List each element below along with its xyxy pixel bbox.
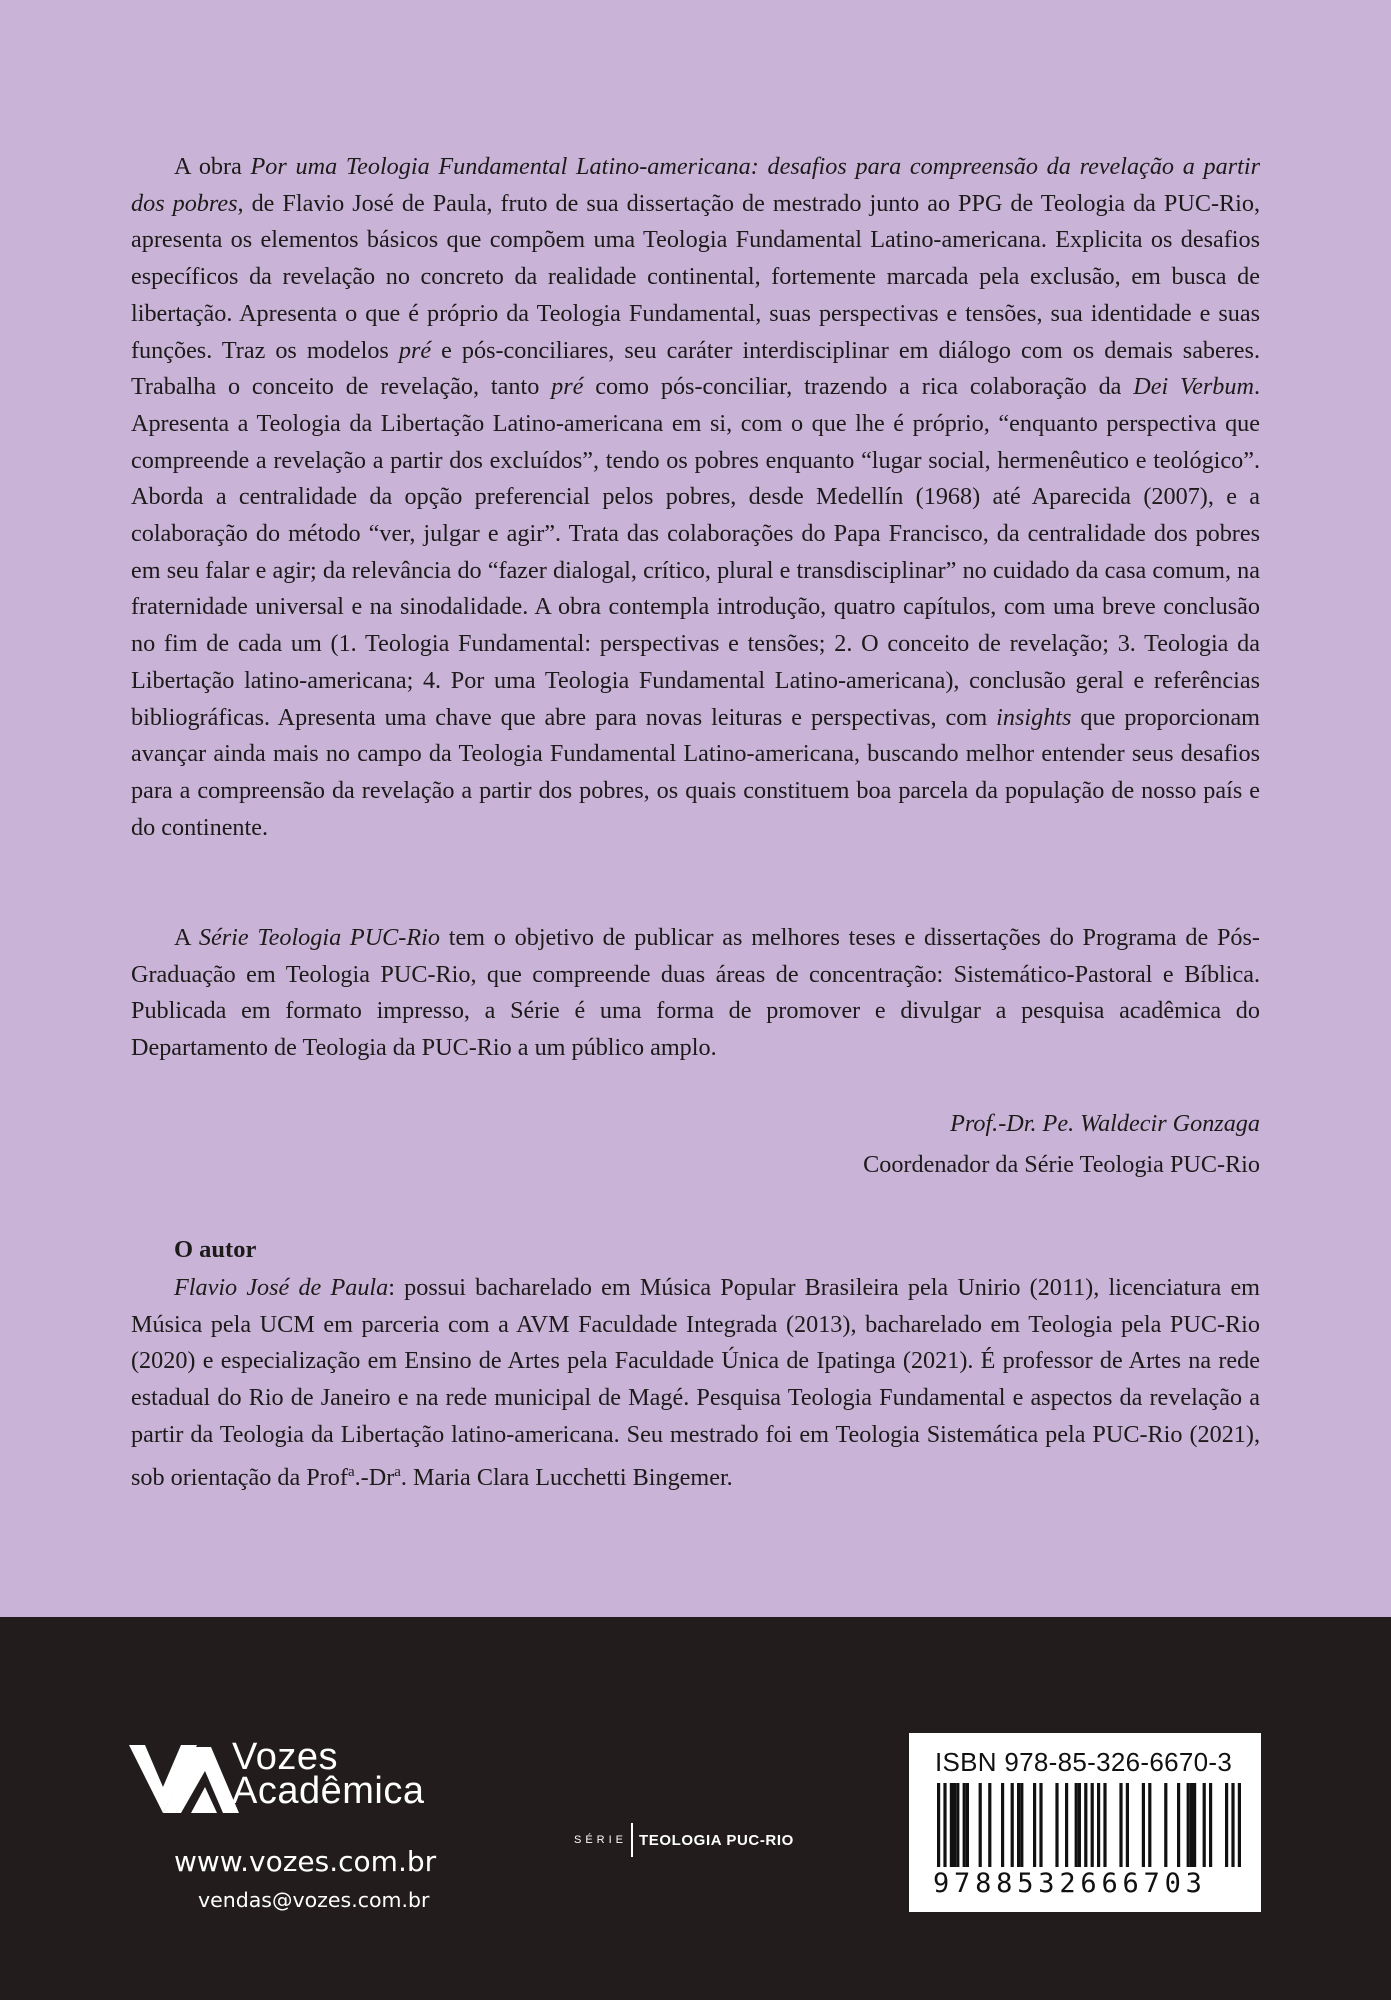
series-label: SÉRIE <box>574 1834 628 1846</box>
barcode-bar <box>1164 1783 1167 1869</box>
barcode-bar <box>1190 1783 1193 1869</box>
isbn-barcode <box>909 1733 1261 1912</box>
barcode-bar <box>953 1783 956 1869</box>
barcode-bar <box>1033 1783 1036 1869</box>
barcode-bar <box>988 1783 991 1869</box>
barcode-bar <box>1177 1783 1180 1869</box>
barcode-bar <box>1103 1783 1106 1869</box>
vozes-logo-icon <box>129 1745 239 1813</box>
barcode-bar <box>1065 1783 1068 1869</box>
website-link[interactable]: www.vozes.com.br <box>174 1845 437 1878</box>
superscript: a <box>347 1463 355 1480</box>
barcode-bar <box>1225 1783 1228 1869</box>
barcode-bar <box>1126 1783 1129 1869</box>
barcode-bar <box>1119 1783 1122 1869</box>
pre-word: pré <box>551 373 584 401</box>
publisher-name-line1: Vozes <box>232 1736 339 1778</box>
book-title: Por uma Teologia Fundamental Latino-americana: desafios para compreensão da revelação a partir dos pobres <box>131 153 1260 217</box>
series-logo <box>574 1823 794 1857</box>
barcode-bar <box>1011 1783 1014 1869</box>
synopsis-text-5: que proporcionam avançar ainda mais no campo da Teologia Fundamental Latino-americana, buscando melhor entender seus desafios para a compreensão da revelação a partir dos pobres, os quais constituem boa parcela da população de nosso país e do continente. <box>131 703 1260 841</box>
barcode-bar <box>1017 1783 1020 1869</box>
series-text: tem o objetivo de publicar as melhores teses e dissertações do Programa de Pós-Graduação em Teologia PUC-Rio, que compreende duas áreas de concentração: Sistemático-Pastoral e Bíblica. Publicada em formato impresso, a Série é uma forma de promover e divulgar a pesquisa acadêmica do Departamento de Teologia da PUC-Rio a um público amplo. <box>131 924 1260 1062</box>
barcode-bar <box>1020 1783 1023 1869</box>
author-bio-text-3: . Maria Clara Lucchetti Bingemer. <box>400 1463 733 1491</box>
barcode-bar <box>1148 1783 1151 1869</box>
insights-word: insights <box>996 703 1072 731</box>
synopsis-text-4: . Apresenta a Teologia da Libertação Latino-americana em si, com o que lhe é próprio, “enquanto perspectiva que compreende a revelação a partir dos excluídos”, tendo os pobres enquanto “lugar social, hermenêutico e teológico”. Aborda a centralidade da opção preferencial pelos pobres, desde Medellín (1968) até Aparecida (2007), e a colaboração do método “ver, julgar e agir”. Trata das colaborações do Papa Francisco, da centralidade dos pobres em seu falar e agir; da relevância do “fazer dialogal, crítico, plural e transdisciplinar” no cuidado da casa comum, na fraternidade universal e na sinodalidade. A obra contempla introdução, quatro capítulos, com uma breve conclusão no fim de cada um (1. Teologia Fundamental: perspectivas e tensões; 2. O conceito de revelação; 3. Teologia da Libertação latino-americana; 4. Por uma Teologia Fundamental Latino-americana), conclusão geral e referências bibliográficas. Apresenta uma chave que abre para novas leituras e perspectivas, com <box>131 373 1260 731</box>
synopsis-text-1: , de Flavio José de Paula, fruto de sua dissertação de mestrado junto ao PPG de Teologia da PUC-Rio, apresenta os elementos básicos que compõem uma Teologia Fundamental Latino-americana. Explicita os desafios específicos da revelação no concreto da realidade continental, fortemente marcada pela exclusão, em busca de libertação. Apresenta o que é próprio da Teologia Fundamental, suas perspectivas e tensões, sua identidade e suas funções. Traz os modelos <box>131 189 1260 364</box>
email-link[interactable]: vendas@vozes.com.br <box>198 1888 430 1912</box>
barcode-bar <box>963 1783 966 1869</box>
author-heading: O autor <box>174 1236 257 1263</box>
series-divider <box>631 1823 633 1857</box>
signature-role: Coordenador da Série Teologia PUC-Rio <box>863 1151 1260 1178</box>
publisher-name <box>232 1736 425 1812</box>
barcode-bar <box>950 1783 953 1869</box>
dei-verbum: Dei Verbum <box>1133 373 1254 401</box>
barcode-bar <box>1142 1783 1145 1869</box>
pre-word: pré <box>398 336 432 364</box>
series-name: Série Teologia PUC-Rio <box>198 924 440 951</box>
barcode-bar <box>1039 1783 1042 1869</box>
author-name: Flavio José de Paula <box>174 1274 389 1301</box>
barcode-bar <box>956 1783 959 1869</box>
barcode-bar <box>1209 1783 1212 1869</box>
signature-name: Prof.-Dr. Pe. Waldecir Gonzaga <box>950 1110 1260 1137</box>
barcode-bar <box>1078 1783 1081 1869</box>
barcode-bar <box>1097 1783 1100 1869</box>
barcode-bar <box>1187 1783 1190 1869</box>
series-description <box>131 920 1260 1067</box>
barcode-digits: 9788532666703 <box>933 1867 1243 1901</box>
barcode-bar <box>1203 1783 1206 1869</box>
barcode-bar <box>979 1783 982 1869</box>
author-bio <box>131 1270 1260 1496</box>
author-bio-text-2: .-Dr <box>354 1463 395 1491</box>
barcode-bar <box>1001 1783 1004 1869</box>
book-synopsis <box>131 149 1260 846</box>
superscript: a <box>394 1463 401 1480</box>
barcode-bar <box>1075 1783 1078 1869</box>
synopsis-text-2: e pós-conciliares, seu caráter interdisciplinar em diálogo com os demais saberes. Trabalha o conceito de revelação, tanto <box>131 336 1261 401</box>
series-intro: A <box>174 924 199 951</box>
series-logo-name: TEOLOGIA PUC-RIO <box>639 1831 794 1849</box>
publisher-name-line2: Acadêmica <box>232 1770 425 1812</box>
synopsis-text-3: como pós-conciliar, trazendo a rica colaboração da <box>583 373 1134 401</box>
barcode-bar <box>1193 1783 1196 1869</box>
synopsis-intro: A obra <box>174 153 251 180</box>
isbn-label: ISBN 978-85-326-6670-3 <box>935 1747 1233 1777</box>
barcode-bar <box>966 1783 969 1869</box>
barcode-bar <box>1055 1783 1058 1869</box>
author-bio-text-1: : possui bacharelado em Música Popular Brasileira pela Unirio (2011), licenciatura em Música pela UCM em parceria com a AVM Faculdade Integrada (2013), bacharelado em Teologia pela PUC-Rio (2020) e especialização em Ensino de Artes pela Faculdade Única de Ipatinga (2021). É professor de Artes na rede estadual do Rio de Janeiro e na rede municipal de Magé. Pesquisa Teologia Fundamental e aspectos da revelação a partir da Teologia da Libertação latino-americana. Seu mestrado foi em Teologia Sistemática pela PUC-Rio (2021), sob orientação da Prof <box>131 1274 1260 1491</box>
